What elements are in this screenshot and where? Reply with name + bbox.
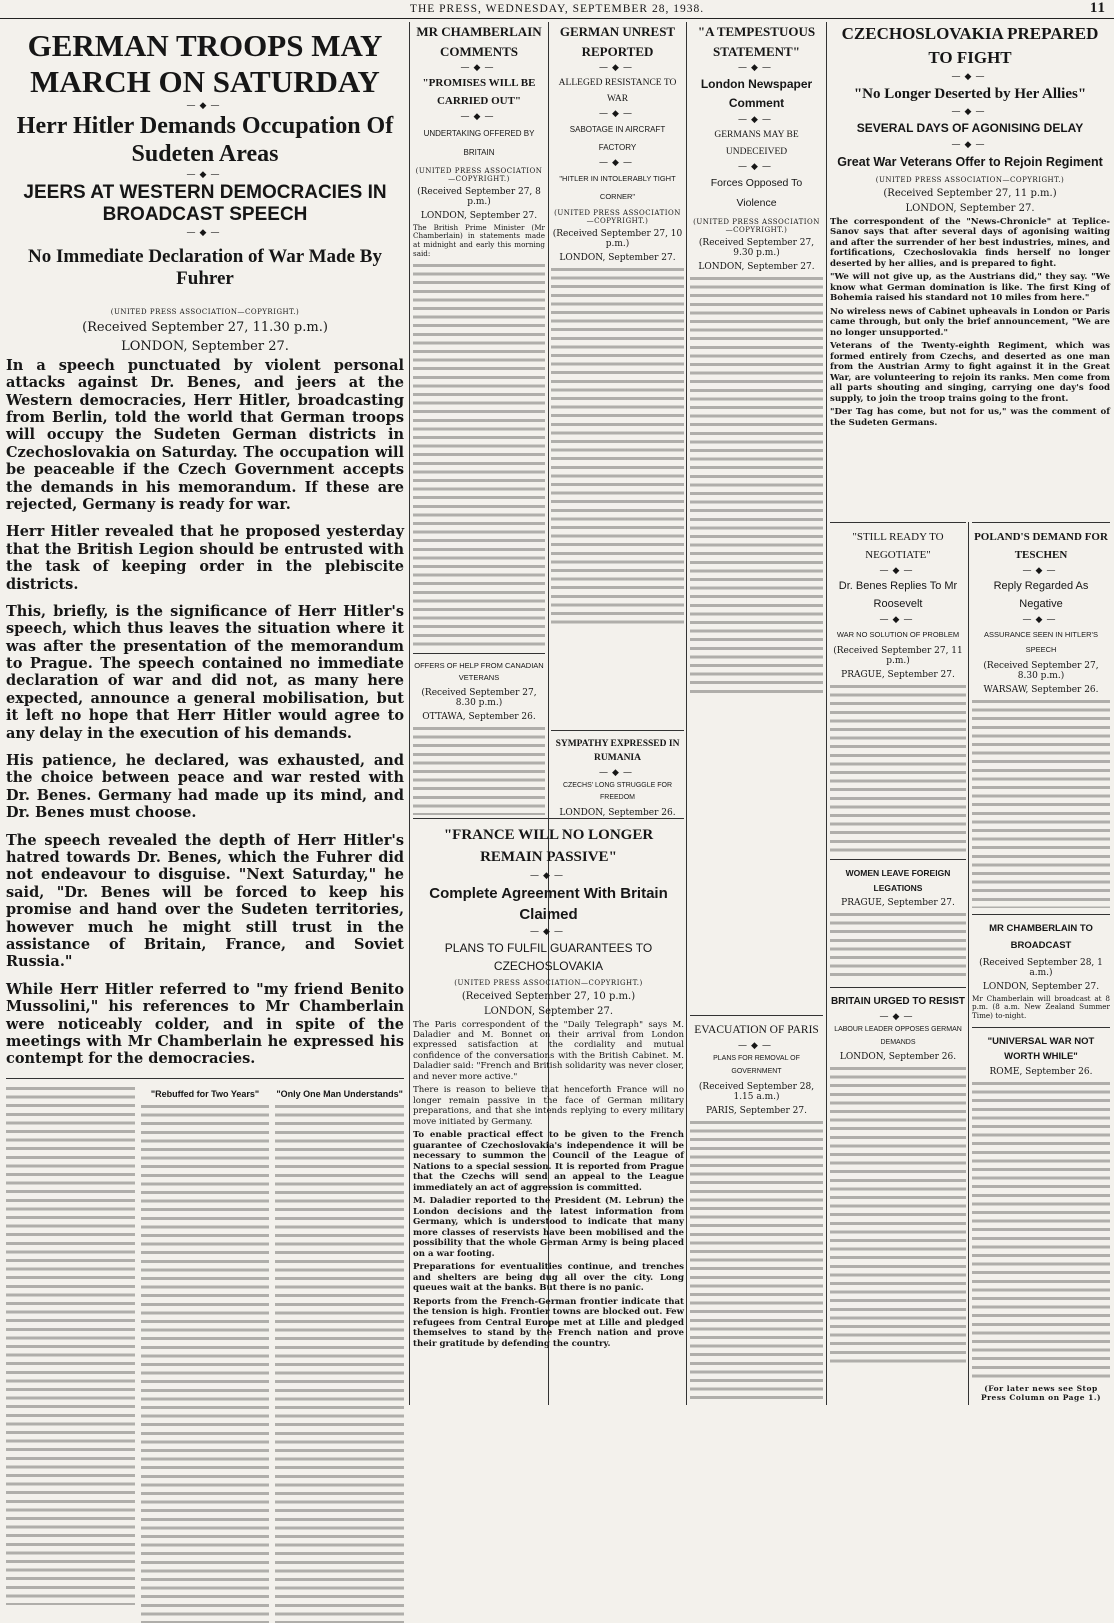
subhead: London Newspaper Comment — [700, 77, 813, 111]
text-column — [830, 911, 966, 981]
paragraph: Reports from the French-German frontier indicate that the tension is high. Frontier towns are blocked out. Few refugees from Central Europe met at Lille and pledged themselves to stand by the French nation and prove their gratitude by defending the country. — [413, 1296, 684, 1349]
paragraph: The Paris correspondent of the "Daily Telegraph" says M. Daladier and M. Bonnet on their arrival from London expressed satisfaction at the cordiality and mutual confidence of the conversations with the British Cabinet. M. Daladier said: "French and British solidarity was never closer, and never more active." — [413, 1019, 684, 1082]
ornament: —◆— — [879, 615, 917, 626]
ornament: —◆— — [460, 63, 498, 73]
received-time: (Received September 27, 11 p.m.) — [833, 646, 963, 667]
headline: SYMPATHY EXPRESSED IN RUMANIA — [555, 739, 680, 764]
dateline: LONDON, September 27. — [698, 261, 815, 272]
german-unrest-story — [551, 22, 684, 722]
paragraph: There is reason to believe that henceforth France will no longer remain passive in the face of German military preparations, and that she intends replying to every military move initiated by Germany. — [413, 1085, 684, 1127]
dateline: PRAGUE, September 27. — [841, 670, 955, 681]
subhead: Forces Opposed To Violence — [710, 176, 803, 209]
divider — [830, 987, 966, 988]
body-text-block — [972, 1080, 1110, 1380]
subhead: PLANS FOR REMOVAL OF GOVERNMENT — [713, 1055, 800, 1075]
received-time: (Received September 27, 8.30 p.m.) — [983, 661, 1099, 682]
column-rule — [826, 22, 827, 1405]
ornament: —◆— — [599, 63, 636, 73]
headline: "A TEMPESTUOUS STATEMENT" — [697, 24, 816, 59]
still-ready-story — [830, 522, 966, 1402]
subhead: Complete Agreement With Britain Claimed — [429, 884, 668, 923]
paragraph: Veterans of the Twenty-eighth Regiment, which was formed entirely from Czechs, and deserted as one man from the Austrian Army to fight against it in the Great War, are volunteering to rejoin its ranks. Men come from all parts shouting and singing, carrying one day's food supply, to join the troop trains going to the front. — [830, 341, 1110, 404]
divider — [6, 1078, 404, 1079]
column-rule — [686, 22, 687, 1405]
divider — [551, 730, 684, 731]
received-time: (Received September 27, 10 p.m.) — [552, 228, 683, 249]
ornament: —◆— — [951, 71, 989, 82]
dateline: WARSAW, September 26. — [983, 685, 1099, 696]
paragraph: "We will not give up, as the Austrians did," they say. "We know what German domination is like. The first King of Bohemia raised his standard not 10 miles from here." — [830, 272, 1110, 304]
received-time: (Received September 27, 11 p.m.) — [883, 187, 1057, 199]
received-time: (Received September 27, 8.30 p.m.) — [421, 687, 537, 708]
divider — [972, 522, 1110, 523]
ornament: —◆— — [530, 926, 567, 937]
paragraph: No wireless news of Cabinet upheavals in London or Paris came through, but only the brief announcement, "We are no longer unsupported." — [830, 306, 1110, 338]
masthead — [0, 0, 1114, 19]
ornament: —◆— — [951, 139, 989, 150]
subhead: GERMANS MAY BE UNDECEIVED — [714, 130, 799, 157]
divider — [972, 1027, 1110, 1028]
ornament: —◆— — [599, 767, 636, 778]
subhead: OFFERS OF HELP FROM CANADIAN VETERANS — [414, 660, 544, 682]
column-rule — [409, 22, 410, 1405]
ornament: —◆— — [186, 170, 224, 181]
ornament: —◆— — [599, 109, 636, 120]
ornament: —◆— — [1022, 566, 1060, 577]
headline: EVACUATION OF PARIS — [694, 1024, 819, 1036]
subhead: Dr. Benes Replies To Mr Roosevelt — [838, 580, 958, 610]
subhead: CZECHS' LONG STRUGGLE FOR FREEDOM — [562, 781, 673, 802]
body-text-block — [275, 1103, 404, 1623]
text-column — [830, 1065, 966, 1365]
ornament: —◆— — [951, 106, 989, 117]
body-text-block — [141, 1103, 270, 1623]
chamberlain-story — [413, 22, 545, 812]
ornament: —◆— — [738, 1041, 775, 1052]
text-column — [830, 683, 966, 853]
text-column — [6, 1085, 135, 1605]
received-time: (Received September 27, 10 p.m.) — [461, 990, 636, 1002]
dateline: ROME, September 26. — [989, 1067, 1093, 1078]
ornament: —◆— — [1022, 615, 1060, 626]
ornament: —◆— — [460, 112, 498, 123]
association-credit: (UNITED PRESS ASSOCIATION—COPYRIGHT.) — [110, 307, 300, 316]
headline: MR CHAMBERLAIN COMMENTS — [416, 24, 542, 59]
headline: POLAND'S DEMAND FOR TESCHEN — [974, 531, 1108, 561]
evacuation-story — [690, 1015, 823, 1403]
headline: "FRANCE WILL NO LONGER REMAIN PASSIVE" — [443, 827, 654, 865]
dateline: PARIS, September 27. — [706, 1106, 807, 1117]
text-column — [551, 266, 684, 626]
lead-headline: GERMAN TROOPS MAY MARCH ON SATURDAY — [27, 28, 383, 99]
divider — [830, 522, 966, 523]
subhead: ASSURANCE SEEN IN HITLER'S SPEECH — [984, 630, 1098, 655]
subsection-head: "Only One Man Understands" — [276, 1088, 403, 1099]
lead-subhead2: JEERS AT WESTERN DEMOCRACIES IN BROADCAST SPEECH — [23, 182, 387, 226]
dateline: OTTAWA, September 26. — [422, 711, 536, 722]
czechoslovakia-story — [830, 22, 1110, 517]
lead-paragraph: In a speech punctuated by violent personal attacks against Dr. Benes, and jeers at the Western democracies, Herr Hitler, broadcasting from Berlin, told the world that German troops will occupy the Sudeten German districts in Czechoslovakia on Saturday. The occupation will be peaceable if the Czech Government accepts the demands in his memorandum. If these are rejected, Germany is ready for war. — [6, 356, 404, 513]
paragraph: The British Prime Minister (Mr Chamberlain) in statements made at midnight and early this morning said: — [413, 222, 545, 258]
received-time: (Received September 27, 9.30 p.m.) — [698, 237, 815, 258]
lead-story — [6, 22, 404, 1405]
body-text-block — [830, 911, 966, 981]
ornament: —◆— — [186, 228, 224, 239]
ornament: —◆— — [738, 161, 775, 172]
subhead: UNDERTAKING OFFERED BY BRITAIN — [423, 129, 535, 158]
headline: MR CHAMBERLAIN TO BROADCAST — [989, 923, 1093, 951]
paragraph: Preparations for eventualities continue, and trenches and shelters are being dug all over the city. Long queues wait at the banks. But there is no panic. — [413, 1262, 684, 1294]
subhead: LABOUR LEADER OPPOSES GERMAN DEMANDS — [834, 1026, 962, 1046]
ornament: —◆— — [738, 115, 775, 126]
body-text-block — [830, 683, 966, 853]
headline: CZECHOSLOVAKIA PREPARED TO FIGHT — [841, 24, 1099, 67]
paragraph: "Der Tag has come, but not for us," was the comment of the Sudeten Germans. — [830, 407, 1110, 428]
lead-continuation — [6, 1085, 404, 1605]
column-rule — [968, 522, 969, 1405]
text-column — [413, 262, 545, 647]
dateline: LONDON, September 27. — [121, 338, 289, 354]
poland-story — [972, 522, 1110, 1402]
text-column — [141, 1085, 270, 1605]
text-column — [690, 275, 823, 695]
dateline: LONDON, September 27. — [905, 202, 1035, 214]
dateline: LONDON, September 27. — [483, 1005, 614, 1017]
ornament: —◆— — [879, 566, 917, 577]
dateline: LONDON, September 26. — [559, 807, 676, 818]
france-story — [413, 818, 684, 1403]
dateline: LONDON, September 27. — [982, 981, 1100, 992]
text-column — [972, 698, 1110, 908]
lead-paragraph: This, briefly, is the significance of Herr Hitler's speech, which thus leaves the situation where it was after the presentation of the memorandum to Prague. The speech contained no immediate declaration of war and did not, as many here expected, announce a general mobilisation, but it left no hope that Herr Hitler would agree to any delay in the execution of his demands. — [6, 602, 404, 742]
divider — [413, 653, 545, 654]
subhead: Great War Veterans Offer to Rejoin Regiment — [837, 154, 1103, 169]
dateline: PRAGUE, September 27. — [841, 898, 955, 909]
text-column — [972, 1080, 1110, 1380]
dateline: LONDON, September 27. — [559, 252, 676, 263]
dateline: LONDON, September 26. — [839, 1052, 957, 1063]
headline: "STILL READY TO NEGOTIATE" — [852, 531, 944, 561]
ornament: —◆— — [879, 1012, 917, 1023]
masthead-title: THE PRESS, WEDNESDAY, SEPTEMBER 28, 1938. — [409, 3, 705, 15]
subhead: SABOTAGE IN AIRCRAFT FACTORY — [569, 125, 666, 152]
association-credit: (UNITED PRESS ASSOCIATION—COPYRIGHT.) — [415, 166, 543, 183]
body-text-block — [830, 1065, 966, 1365]
divider — [413, 818, 684, 819]
body-text-block — [690, 275, 823, 695]
subhead: "PROMISES WILL BE CARRIED OUT" — [422, 77, 536, 107]
association-credit: (UNITED PRESS ASSOCIATION—COPYRIGHT.) — [693, 217, 820, 234]
paragraph: Mr Chamberlain will broadcast at 8 p.m. (8 a.m. New Zealand Summer Time) to-night. — [972, 993, 1110, 1021]
page-number: 11 — [1089, 0, 1106, 16]
association-credit: (UNITED PRESS ASSOCIATION—COPYRIGHT.) — [454, 978, 643, 987]
subhead: "No Longer Deserted by Her Allies" — [853, 85, 1087, 102]
tempestuous-statement-story — [690, 22, 823, 717]
body-text-block — [413, 725, 545, 815]
body-text-block — [6, 1085, 135, 1605]
divider — [830, 859, 966, 860]
subhead: WAR NO SOLUTION OF PROBLEM — [836, 630, 960, 640]
subhead: PLANS TO FULFIL GUARANTEES TO CZECHOSLOVAKIA — [444, 940, 653, 973]
paragraph: The correspondent of the "News-Chronicle" at Teplice-Sanov says that after several days of agonising waiting and after the surrender of her best industries, mines, and fortifications, Czechoslovakia finds herself no longer deserted by her allies, and is prepared to fight. — [830, 216, 1110, 269]
divider — [690, 1015, 823, 1016]
subhead: SEVERAL DAYS OF AGONISING DELAY — [856, 120, 1084, 135]
lead-paragraph: His patience, he declared, was exhausted, and the choice between peace and war rested with Dr. Benes. Germany had made up its mind, and Dr. Benes must choose. — [6, 752, 404, 822]
text-column — [275, 1085, 404, 1605]
body-text-block — [972, 698, 1110, 908]
headline: BRITAIN URGED TO RESIST — [830, 996, 966, 1008]
ornament: —◆— — [738, 63, 775, 73]
received-time: (Received September 27, 8 p.m.) — [417, 186, 541, 207]
body-text-block — [551, 266, 684, 626]
body-text-block — [413, 262, 545, 647]
subhead: Reply Regarded As Negative — [993, 580, 1089, 610]
headline: GERMAN UNREST REPORTED — [559, 24, 676, 59]
text-column — [690, 1119, 823, 1399]
received-time: (Received September 27, 11.30 p.m.) — [82, 319, 328, 335]
received-time: (Received September 28, 1 a.m.) — [979, 957, 1103, 978]
footer-note: (For later news see Stop Press Column on Page 1.) — [980, 1384, 1102, 1403]
text-column — [413, 725, 545, 815]
rumania-story — [551, 730, 684, 818]
subhead: ALLEGED RESISTANCE TO WAR — [558, 78, 677, 105]
lead-subhead3: No Immediate Declaration of War Made By Fuhrer — [28, 246, 382, 289]
dateline: LONDON, September 27. — [420, 210, 538, 221]
headline: WOMEN LEAVE FOREIGN LEGATIONS — [845, 868, 951, 893]
paragraph: M. Daladier reported to the President (M. Lebrun) the London decisions and the latest information from Germany, which is understood to indicate that many more classes of reservists have been mobilised and the possibility that the whole German Army is being placed on a war footing. — [413, 1196, 684, 1259]
headline: "UNIVERSAL WAR NOT WORTH WHILE" — [987, 1036, 1095, 1063]
association-credit: (UNITED PRESS ASSOCIATION—COPYRIGHT.) — [875, 175, 1065, 184]
subhead: "HITLER IN INTOLERABLY TIGHT CORNER" — [559, 174, 676, 201]
body-text-block — [690, 1119, 823, 1399]
lead-paragraph: The speech revealed the depth of Herr Hitler's hatred towards Dr. Benes, which the Fuhrer did not endeavour to disguise. "Next Saturday," he said, "Dr. Benes will be forced to keep his promise and hand over the Sudeten territories, however much he might still trust in the assistance of Britain, France, and Soviet Russia." — [6, 831, 404, 971]
ornament: —◆— — [186, 101, 224, 112]
divider — [972, 914, 1110, 915]
association-credit: (UNITED PRESS ASSOCIATION—COPYRIGHT.) — [554, 208, 681, 225]
ornament: —◆— — [599, 158, 636, 169]
subsection-head: "Rebuffed for Two Years" — [150, 1088, 260, 1099]
received-time: (Received September 28, 1.15 a.m.) — [698, 1082, 815, 1103]
ornament: —◆— — [530, 870, 567, 881]
lead-subhead: Herr Hitler Demands Occupation Of Sudeten Areas — [16, 113, 394, 167]
paragraph: To enable practical effect to be given to the French guarantee of Czechoslovakia's independence it will be necessary to summon the Council of the League of Nations to a special session. It is reported from Prague that the Czechs will send an appeal to the League immediately an act of aggression is committed. — [413, 1130, 684, 1193]
lead-paragraph: Herr Hitler revealed that he proposed yesterday that the British Legion should be entrusted with the task of keeping order in the plebiscite districts. — [6, 523, 404, 593]
lead-paragraph: While Herr Hitler referred to "my friend Benito Mussolini," his references to Mr Chamberlain were noticeably colder, and in spite of the meetings with Mr Chamberlain he expressed his contempt for the democracies. — [6, 980, 404, 1068]
